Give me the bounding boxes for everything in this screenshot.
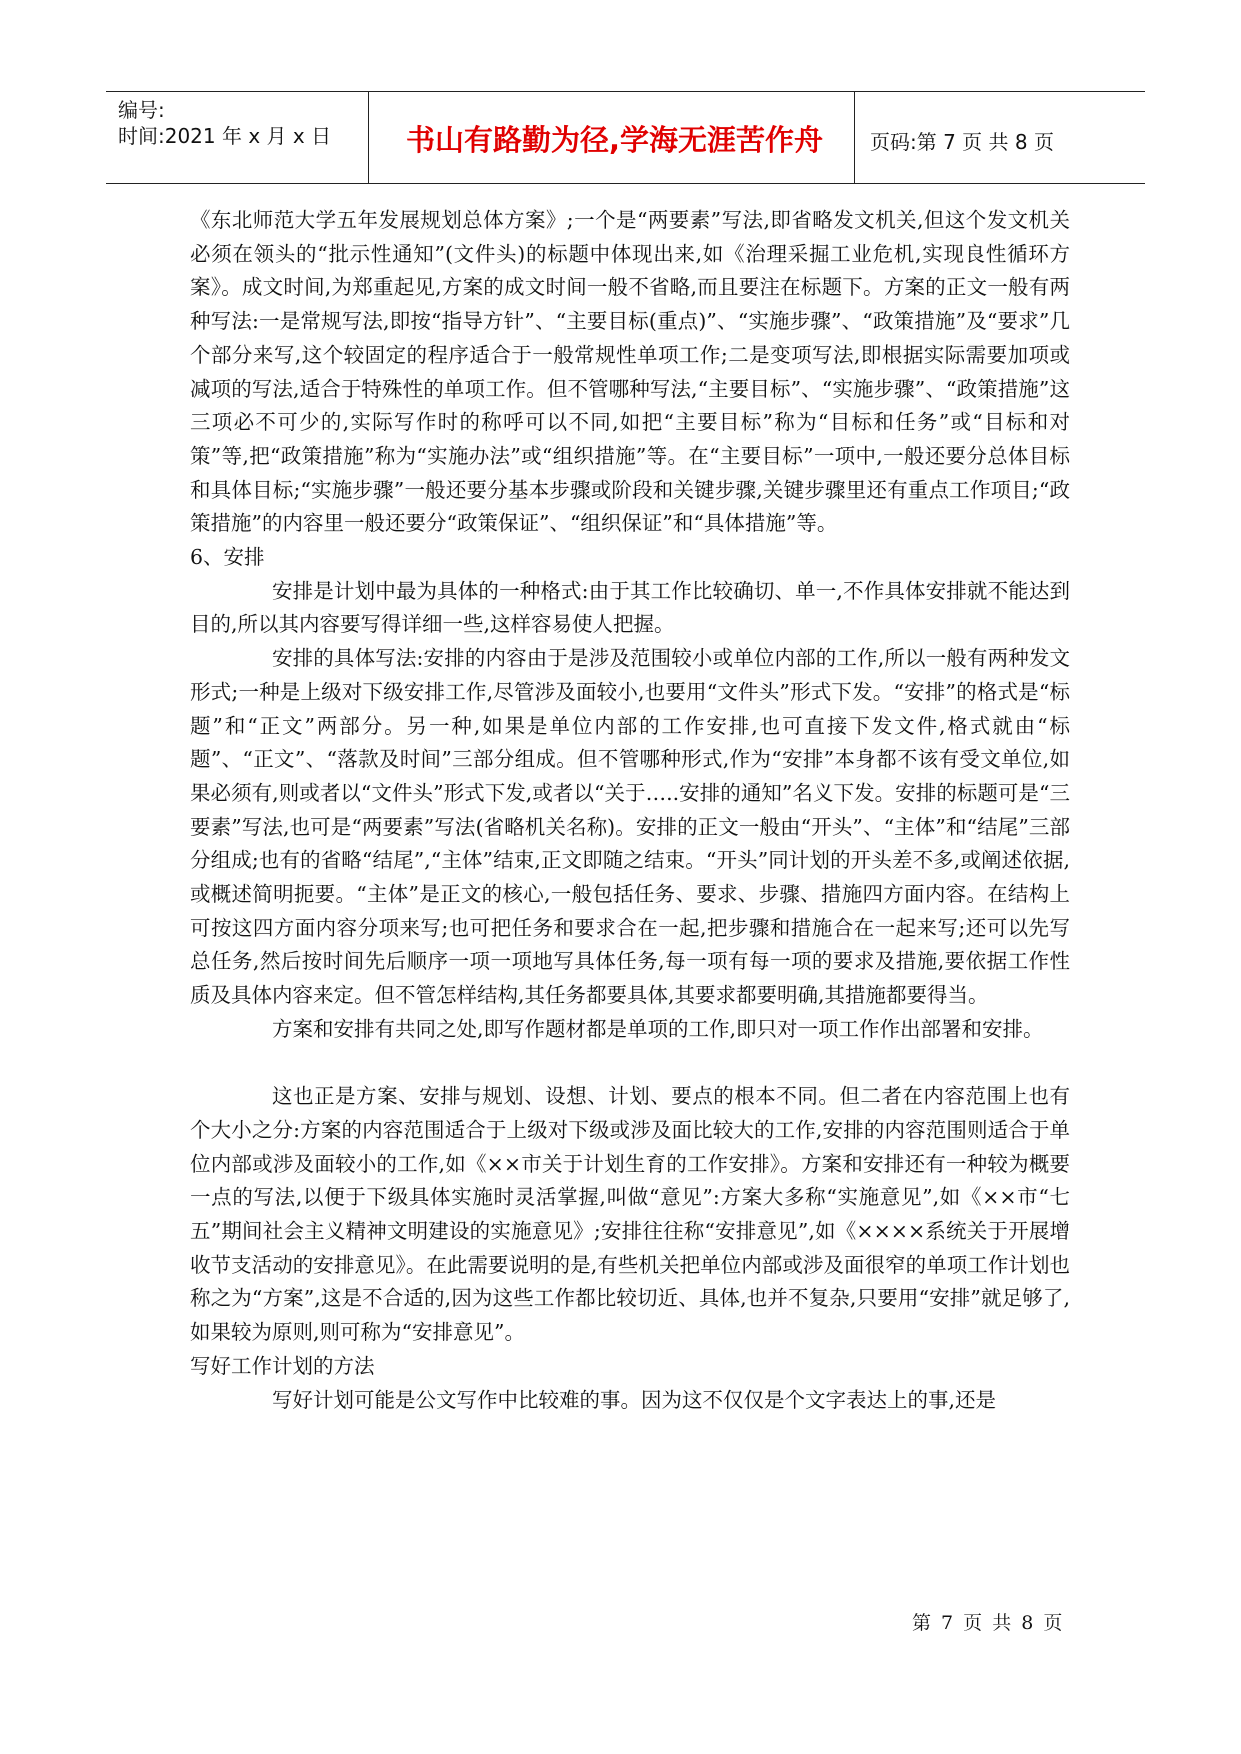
section-heading-method: 写好工作计划的方法 (190, 1353, 375, 1378)
paragraph-plan-format: 《东北师范大学五年发展规划总体方案》;一个是“两要素”写法,即省略发文机关,但这个发文机关必须在领头的“批示性通知”(文件头)的标题中体现出来,如《治理采掘工业危机,实现良性循环方案》。成文时间,为郑重起见,方案的成文时间一般不省略,而且要注在标题下。方案的正文一般有两种写法:一是常规写法,即按“指导方针”、“主要目标(重点)”、“实施步骤”、“政策措施”及“要求”几个部分来写,这个较固定的程序适合于一般常规性单项工作;二是变项写法,即根据实际需要加项或减项的写法,适合于特殊性的单项工作。但不管哪种写法,“主要目标”、“实施步骤”、“政策措施”这三项必不可少的,实际写作时的称呼可以不同,如把“主要目标”称为“目标和任务”或“目标和对策”等,把“政策措施”称为“实施办法”或“组织措施”等。在“主要目标”一项中,一般还要分总体目标和具体目标;“实施步骤”一般还要分基本步骤或阶段和关键步骤,关键步骤里还有重点工作项目;“政策措施”的内容里一般还要分“政策保证”、“组织保证”和“具体措施”等。 (190, 208, 1070, 536)
paragraph-common-points: 方案和安排有共同之处,即写作题材都是单项的工作,即只对一项工作作出部署和安排。 (272, 1016, 1044, 1041)
document-body (190, 204, 1070, 1417)
section-heading-arrangement: 6、安排 (190, 545, 265, 570)
page-footer: 第 7 页 共 8 页 (912, 1612, 1063, 1634)
header-motto: 书山有路勤为径,学海无涯苦作舟 (405, 123, 824, 157)
header-time-label: 时间:2021 年 x 月 x 日 (118, 124, 332, 148)
paragraph-method-intro: 写好计划可能是公文写作中比较难的事。因为这不仅仅是个文字表达上的事,还是 (272, 1387, 997, 1412)
paragraph-arrangement-writing: 安排的具体写法:安排的内容由于是涉及范围较小或单位内部的工作,所以一般有两种发文形式;一种是上级对下级安排工作,尽管涉及面较小,也要用“文件头”形式下发。“安排”的格式是“标题”和“正文”两部分。另一种,如果是单位内部的工作安排,也可直接下发文件,格式就由“标题”、“正文”、“落款及时间”三部分组成。但不管哪种形式,作为“安排”本身都不该有受文单位,如果必须有,则或者以“文件头”形式下发,或者以“关于…..安排的通知”名义下发。安排的标题可是“三要素”写法,也可是“两要素”写法(省略机关名称)。安排的正文一般由“开头”、“主体”和“结尾”三部分组成;也有的省略“结尾”,“主体”结束,正文即随之结束。“开头”同计划的开头差不多,或阐述依据,或概述简明扼要。“主体”是正文的核心,一般包括任务、要求、步骤、措施四方面内容。在结构上可按这四方面内容分项来写;也可把任务和要求合在一起,把步骤和措施合在一起来写;还可以先写总任务,然后按时间先后顺序一项一项地写具体任务,每一项有每一项的要求及措施,要依据工作性质及具体内容来定。但不管怎样结构,其任务都要具体,其要求都要明确,其措施都要得当。 (190, 646, 1070, 1008)
paragraph-arrangement-intro: 安排是计划中最为具体的一种格式:由于其工作比较确切、单一,不作具体安排就不能达到目的,所以其内容要写得详细一些,这样容易使人把握。 (190, 578, 1070, 637)
paragraph-differences: 这也正是方案、安排与规划、设想、计划、要点的根本不同。但二者在内容范围上也有个大小之分:方案的内容范围适合于上级对下级或涉及面比较大的工作,安排的内容范围则适合于单位内部或涉及面较小的工作,如《××市关于计划生育的工作安排》。方案和安排还有一种较为概要一点的写法,以便于下级具体实施时灵活掌握,叫做“意见”:方案大多称“实施意见”,如《××市“七五”期间社会主义精神文明建设的实施意见》;安排往往称“安排意见”,如《××××系统关于开展增收节支活动的安排意见》。在此需要说明的是,有些机关把单位内部或涉及面很窄的单项工作计划也称之为“方案”,这是不合适的,因为这些工作都比较切近、具体,也并不复杂,只要用“安排”就足够了,如果较为原则,则可称为“安排意见”。 (190, 1084, 1070, 1345)
header-bottom-rule (106, 183, 1145, 184)
header-divider-left (368, 91, 369, 183)
header-page-label: 页码:第 7 页 共 8 页 (870, 130, 1054, 154)
header-top-rule (106, 91, 1145, 92)
header-number-label: 编号: (118, 98, 165, 122)
blank-line (190, 1047, 1070, 1081)
